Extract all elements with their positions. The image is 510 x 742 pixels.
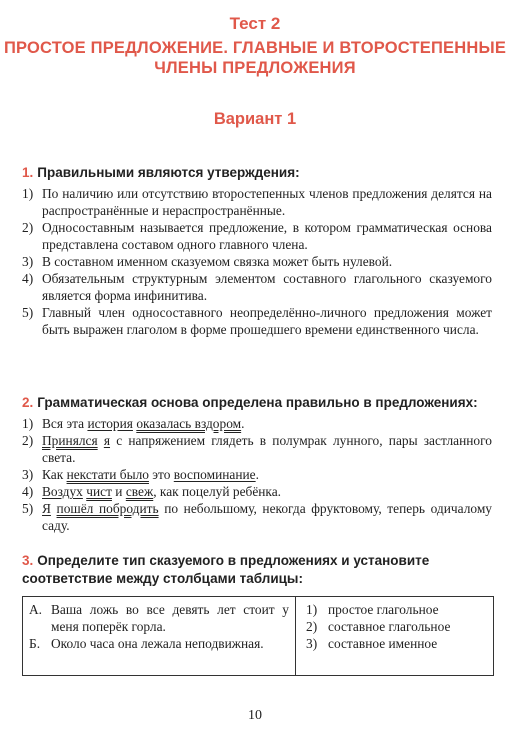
predicate-underline: свеж bbox=[125, 484, 154, 499]
item-text: Я пошёл побродить по небольшому, некогда фруктовому, теперь одичалому саду. bbox=[42, 501, 492, 533]
list-item bbox=[22, 304, 492, 338]
subject-underline: я bbox=[103, 433, 111, 448]
question-1 bbox=[22, 164, 492, 338]
item-text: Вся эта история оказалась вздором. bbox=[42, 416, 245, 431]
question-number: 1. bbox=[22, 165, 34, 180]
list-item bbox=[22, 432, 492, 466]
predicate-underline: Принялся bbox=[42, 433, 98, 448]
item-number: 4) bbox=[22, 484, 34, 499]
item-number: 2) bbox=[22, 220, 34, 235]
list-item bbox=[22, 253, 492, 270]
test-title bbox=[0, 38, 510, 78]
question-3 bbox=[22, 552, 492, 588]
list-item bbox=[22, 185, 492, 219]
question-text: Определите тип сказуемого в предложениях и установите соответствие между столбцами таблицы: bbox=[22, 553, 430, 586]
question-text: Правильными являются утверждения: bbox=[37, 165, 300, 180]
variant-heading: Вариант 1 bbox=[213, 110, 297, 128]
row-text: Около часа она лежала неподвижная. bbox=[51, 636, 264, 651]
table-row bbox=[306, 601, 483, 618]
item-text: Главный член односоставного неопределённо-личного предложения может быть выражен глаголом в форме прошедшего времени единственного числа. bbox=[42, 305, 492, 337]
row-text: Ваша ложь во все девять лет стоит у меня поперёк горла. bbox=[51, 602, 289, 634]
question-2-heading bbox=[22, 394, 492, 412]
title-line-2: ЧЛЕНЫ ПРЕДЛОЖЕНИЯ bbox=[154, 59, 356, 77]
list-item bbox=[22, 219, 492, 253]
row-letter: Б. bbox=[29, 636, 41, 651]
item-text: Принялся я с напряжением глядеть в полумрак лунного, пары застланного света. bbox=[42, 433, 492, 465]
table-row bbox=[306, 635, 483, 652]
item-number: 2) bbox=[22, 433, 34, 448]
sentences-column bbox=[23, 597, 296, 675]
table-row bbox=[29, 601, 289, 635]
predicate-underline: оказалась вздором bbox=[136, 416, 242, 431]
item-number: 5) bbox=[22, 305, 34, 320]
row-text: составное именное bbox=[328, 636, 438, 651]
subject-underline: Воздух bbox=[42, 484, 83, 499]
predicate-underline: некстати было bbox=[66, 467, 149, 482]
table-row bbox=[306, 618, 483, 635]
item-text: По наличию или отсутствию второстепенных членов предложения делятся на распространённые и нераспространённые. bbox=[42, 186, 492, 218]
subject-underline: Я bbox=[42, 501, 51, 516]
question-1-heading bbox=[22, 164, 492, 182]
question-number: 3. bbox=[22, 553, 34, 568]
predicate-underline: чист bbox=[86, 484, 112, 499]
item-number: 1) bbox=[22, 186, 34, 201]
predicate-types-column bbox=[296, 597, 493, 675]
list-item bbox=[22, 500, 492, 534]
row-letter: А. bbox=[29, 602, 43, 617]
item-text: В составном именном сказуемом связка может быть нулевой. bbox=[42, 254, 393, 269]
question-text: Грамматическая основа определена правильно в предложениях: bbox=[37, 395, 478, 410]
test-number: Тест 2 bbox=[229, 14, 281, 33]
item-text: Обязательным структурным элементом составного глагольного сказуемого является форма инфинитива. bbox=[42, 271, 492, 303]
item-text: Как некстати было это воспоминание. bbox=[42, 467, 259, 482]
item-number: 3) bbox=[22, 254, 34, 269]
item-text: Воздух чист и свеж, как поцелуй ребёнка. bbox=[42, 484, 282, 499]
title-line-1: ПРОСТОЕ ПРЕДЛОЖЕНИЕ. ГЛАВНЫЕ И ВТОРОСТЕПЕННЫЕ bbox=[3, 39, 507, 57]
list-item bbox=[22, 415, 492, 432]
predicate-underline: пошёл побродить bbox=[56, 501, 159, 516]
subject-underline: воспоминание bbox=[173, 467, 256, 482]
question-number: 2. bbox=[22, 395, 34, 410]
table-row bbox=[29, 635, 289, 652]
row-number: 3) bbox=[306, 636, 318, 651]
item-number: 1) bbox=[22, 416, 34, 431]
subject-underline: история bbox=[87, 416, 133, 431]
question-2 bbox=[22, 394, 492, 534]
item-number: 3) bbox=[22, 467, 34, 482]
item-text: Односоставным называется предложение, в котором грамматическая основа представлена составом одного главного члена. bbox=[42, 220, 492, 252]
row-text: простое глагольное bbox=[328, 602, 439, 617]
row-number: 1) bbox=[306, 602, 318, 617]
list-item bbox=[22, 270, 492, 304]
matching-table bbox=[22, 596, 494, 676]
question-3-heading bbox=[22, 552, 492, 588]
list-item bbox=[22, 466, 492, 483]
row-text: составное глагольное bbox=[328, 619, 451, 634]
list-item bbox=[22, 483, 492, 500]
row-number: 2) bbox=[306, 619, 318, 634]
item-number: 5) bbox=[22, 501, 34, 516]
page-number: 10 bbox=[248, 708, 262, 723]
item-number: 4) bbox=[22, 271, 34, 286]
